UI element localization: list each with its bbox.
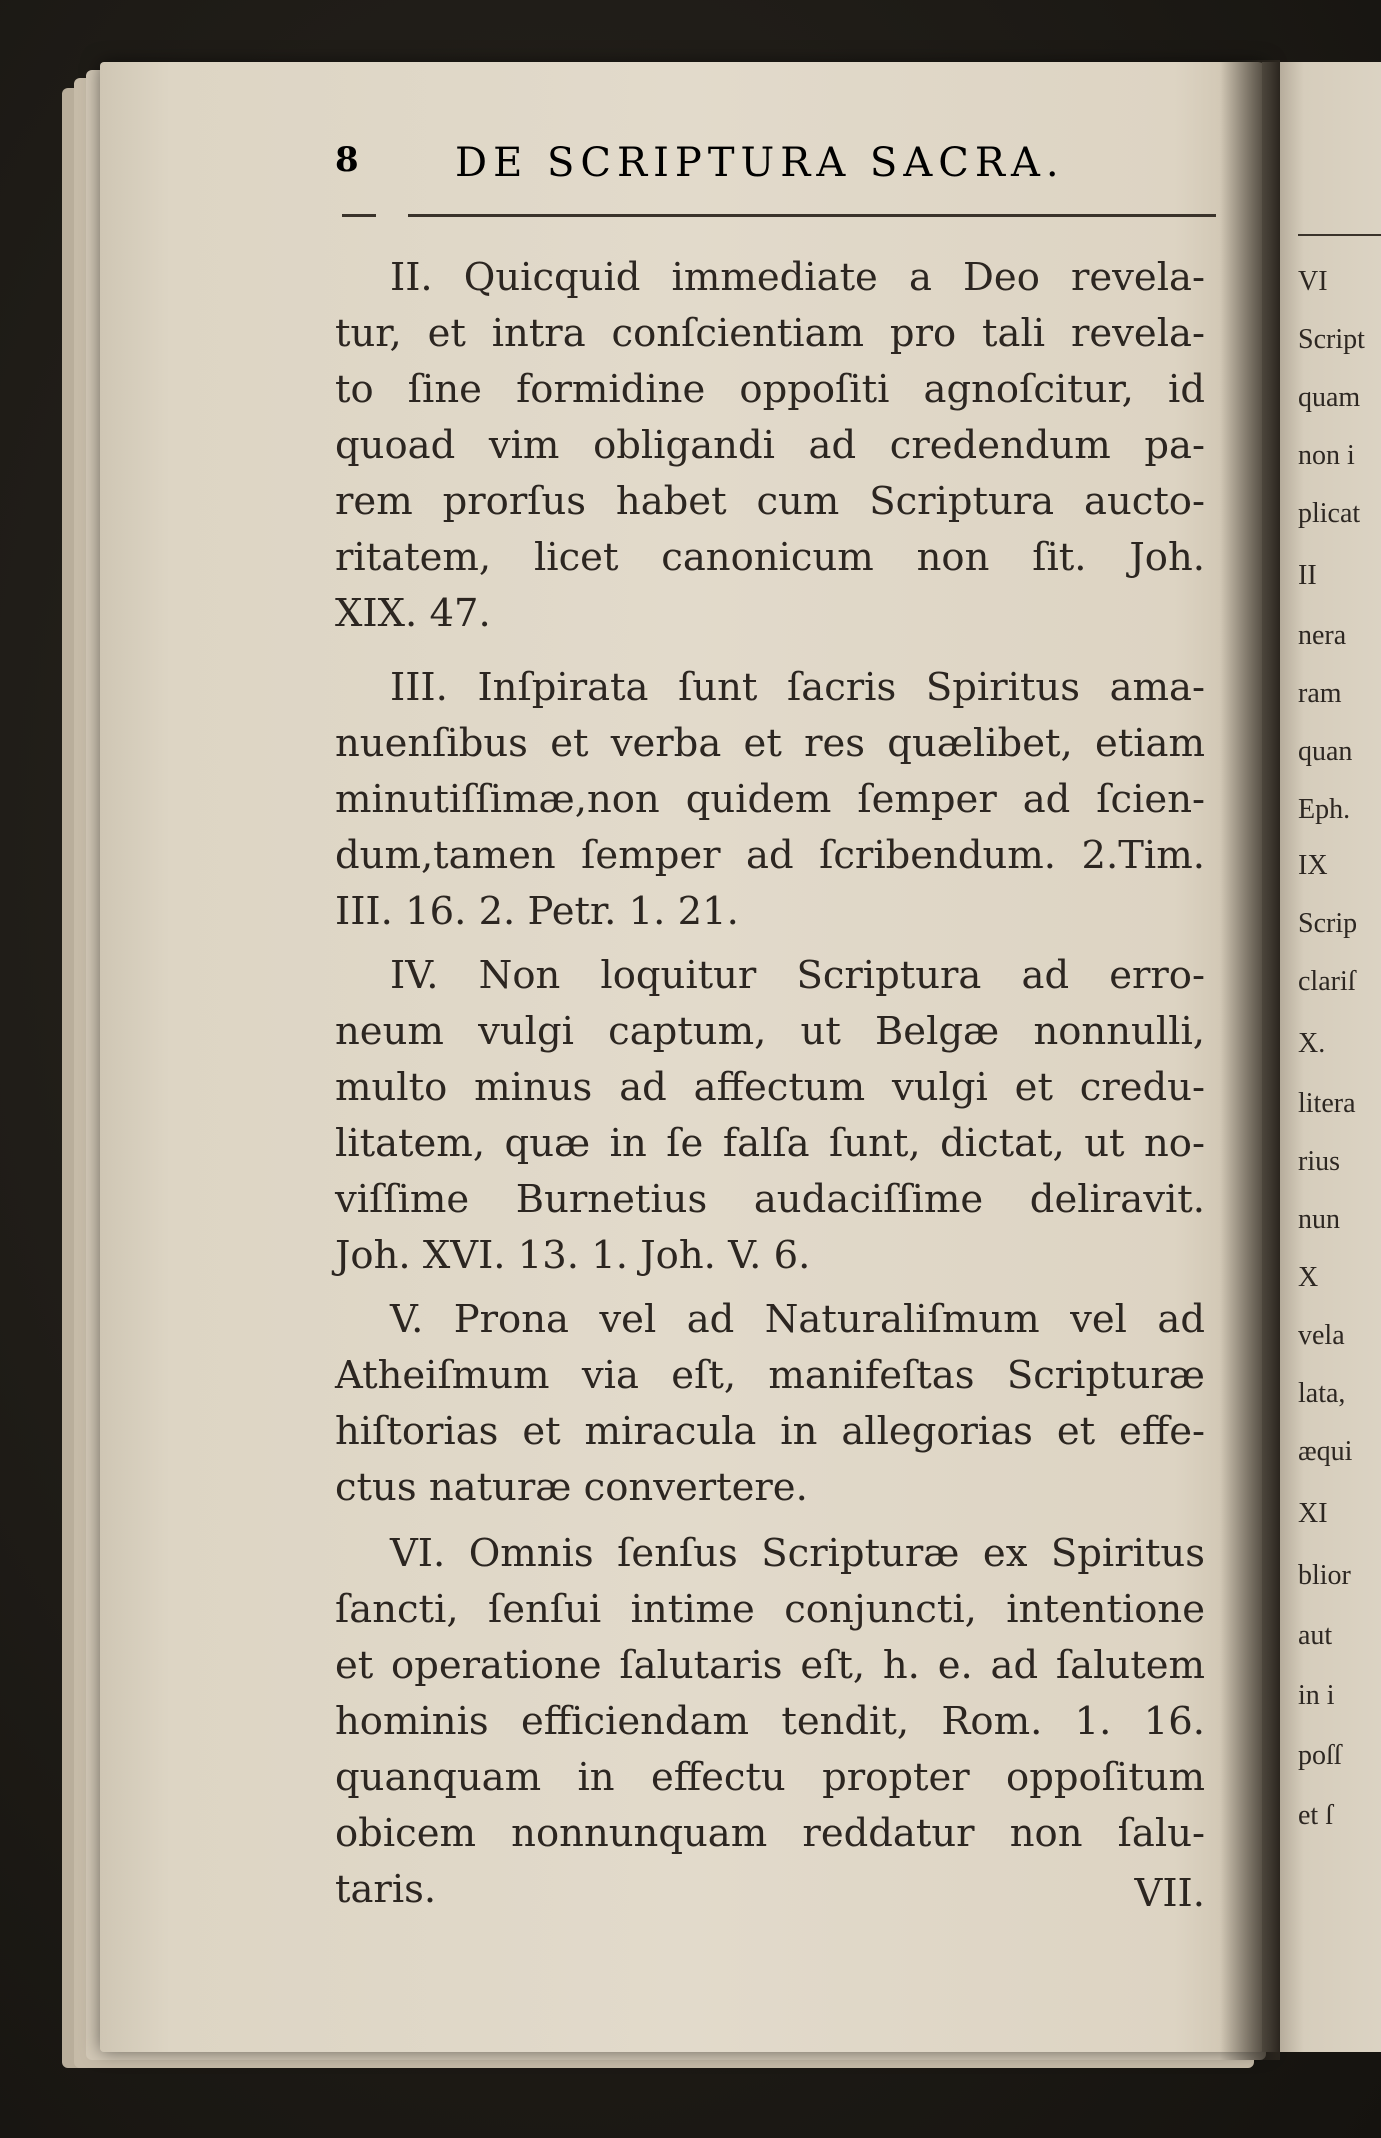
text-line: ctus naturæ convertere. [335,1465,808,1510]
facing-fragment: plicat [1298,498,1361,529]
header-rule-short [342,214,376,217]
text-line: hominis efficiendam tendit, Rom. 1. 16. [335,1699,1205,1744]
text-line: ſancti, ſenſui intime conjuncti, intentione [335,1587,1205,1632]
running-head [335,140,1235,200]
text-line: et operatione ſalutaris eſt, h. e. ad ſalutem [335,1643,1205,1688]
text-line: quanquam in effectu propter oppoſitum [335,1755,1205,1800]
text-line: dum,tamen ſemper ad ſcribendum. 2.Tim. [335,833,1205,878]
header-rule-long [408,214,1216,217]
text-line: neum vulgi captum, ut Belgæ nonnulli, [335,1009,1205,1054]
facing-fragment: æqui [1298,1436,1353,1467]
text-line: nuenſibus et verba et res quælibet, etiam [335,721,1205,766]
facing-fragment: XI [1298,1498,1328,1529]
running-title: DE SCRIPTURA SACRA. [455,140,1065,186]
text-line: rem prorſus habet cum Scriptura aucto- [335,479,1205,524]
facing-fragment: et ſ [1298,1800,1333,1831]
text-line: III. Inſpirata ſunt ſacris Spiritus ama- [390,665,1205,710]
text-line: Atheiſmum via eſt, manifeſtas Scripturæ [335,1353,1205,1398]
text-line: ritatem, licet canonicum non ſit. Joh. [335,535,1205,580]
facing-fragment: poſſ [1298,1740,1342,1771]
text-line: IV. Non loquitur Scriptura ad erro- [390,953,1205,998]
facing-fragment: rius [1298,1146,1340,1177]
text-line: V. Prona vel ad Naturaliſmum vel ad [390,1297,1205,1342]
facing-fragment: quan [1298,736,1353,767]
facing-fragment: vela [1298,1320,1345,1351]
text-line: VI. Omnis ſenſus Scripturæ ex Spiritus [390,1531,1205,1576]
text-line: multo minus ad affectum vulgi et credu- [335,1065,1205,1110]
gutter-shadow [1220,60,1280,2060]
text-line: quoad vim obligandi ad credendum pa- [335,423,1205,468]
text-line: III. 16. 2. Petr. 1. 21. [335,889,739,934]
text-line: hiſtorias et miracula in allegorias et effe- [335,1409,1205,1454]
text-line: XIX. 47. [335,591,491,636]
text-line: viſſime Burnetius audaciſſime deliravit. [335,1177,1205,1222]
facing-fragment: aut [1298,1620,1333,1651]
facing-fragment: Script [1298,324,1365,355]
facing-page-rule [1298,234,1381,236]
text-line: Joh. XVI. 13. 1. Joh. V. 6. [335,1233,811,1278]
page-number: 8 [335,140,359,180]
facing-fragment: II [1298,560,1317,591]
text-line: to ſine formidine oppoſiti agnoſcitur, id [335,367,1205,412]
text-line: litatem, quæ in ſe falſa ſunt, dictat, ut no- [335,1121,1205,1166]
text-line: II. Quicquid immediate a Deo revela- [390,255,1205,300]
facing-fragment: nun [1298,1204,1340,1235]
facing-fragment: IX [1298,850,1328,881]
facing-fragment: quam [1298,382,1361,413]
text-line: obicem nonnunquam reddatur non ſalu- [335,1811,1205,1856]
facing-fragment: in i [1298,1680,1335,1711]
facing-fragment: Eph. [1298,794,1351,825]
text-line: taris. [335,1867,437,1912]
text-line: minutiſſimæ,non quidem ſemper ad ſcien- [335,777,1205,822]
facing-fragment: Scrip [1298,908,1358,939]
facing-fragment: VI [1298,266,1328,297]
facing-fragment: blior [1298,1560,1351,1591]
facing-fragment: nera [1298,620,1347,651]
facing-fragment: X. [1298,1028,1326,1059]
facing-fragment: ram [1298,678,1342,709]
text-line: tur, et intra conſcientiam pro tali revela- [335,311,1205,356]
facing-fragment: X [1298,1262,1319,1293]
facing-fragment: non i [1298,440,1355,471]
facing-fragment: clariſ [1298,966,1356,997]
facing-fragment: litera [1298,1088,1356,1119]
facing-fragment: lata, [1298,1378,1346,1409]
catchword: VII. [1134,1871,1205,1916]
